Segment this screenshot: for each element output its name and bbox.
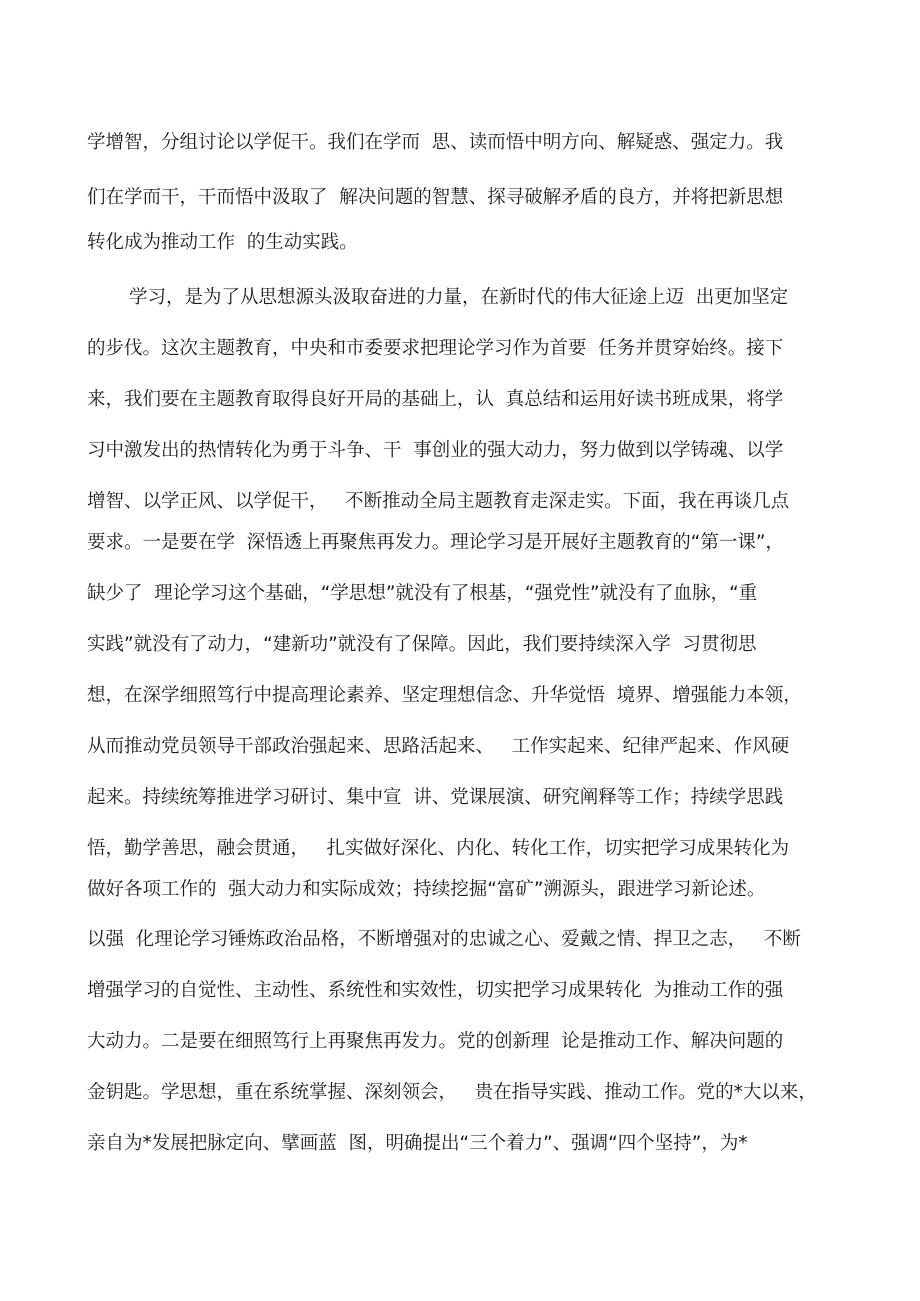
- text-line: 悟，勤学善思，融会贯通， 扎实做好深化、内化、转化工作，切实把学习成果转化为: [87, 838, 790, 859]
- text-line: 增强学习的自觉性、主动性、系统性和实效性，切实把学习成果转化 为推动工作的强: [87, 980, 784, 1001]
- text-line: 们在学而干，干而悟中汲取了 解决问题的智慧、探寻破解矛盾的良方，并将把新思想: [87, 187, 784, 208]
- text-line: 增智、以学正风、以学促干， 不断推动全局主题教育走深走实。下面，我在再谈几点: [87, 491, 790, 512]
- text-line: 起来。持续统筹推进学习研讨、集中宣 讲、党课展演、研究阐释等工作；持续学思践: [87, 787, 784, 808]
- text-line: 的步伐。这次主题教育，中央和市委要求把理论学习作为首要 任务并贯穿始终。接下: [87, 338, 784, 359]
- text-line: 学增智，分组讨论以学促干。我们在学而 思、读而悟中明方向、解疑惑、强定力。我: [87, 132, 784, 153]
- text-line: 来，我们要在主题教育取得良好开局的基础上，认 真总结和运用好读书班成果，将学: [87, 389, 784, 410]
- text-line: 以强 化理论学习锤炼政治品格，不断增强对的忠诚之心、爱戴之情、捍卫之志， 不断: [87, 929, 801, 950]
- text-line: 金钥匙。学思想，重在系统掌握、深刻领会， 贵在指导实践、推动工作。党的*大以来，: [87, 1082, 817, 1103]
- text-line: 亲自为*发展把脉定向、擘画蓝 图，明确提出“三个着力”、强调“四个坚持”，为*: [87, 1133, 748, 1154]
- text-line: 学习，是为了从思想源头汲取奋进的力量，在新时代的伟大征途上迈 出更加坚定: [129, 287, 789, 308]
- text-line: 大动力。二是要在细照笃行上再聚焦再发力。党的创新理 论是推动工作、解决问题的: [87, 1031, 784, 1052]
- text-line: 转化成为推动工作 的生动实践。: [87, 232, 358, 253]
- text-line: 缺少了 理论学习这个基础，“学思想”就没有了根基，“强党性”就没有了血脉，“重: [87, 583, 758, 604]
- text-line: 从而推动党员领导干部政治强起来、思路活起来、 工作实起来、纪律严起来、作风硬: [87, 736, 790, 757]
- text-line: 要求。一是要在学 深悟透上再聚焦再发力。理论学习是开展好主题教育的“第一课”，: [87, 532, 784, 553]
- text-line: 习中激发出的热情转化为勇于斗争、干 事创业的强大动力，努力做到以学铸魂、以学: [87, 440, 784, 461]
- text-line: 实践”就没有了动力，“建新功”就没有了保障。因此，我们要持续深入学 习贯彻思: [87, 634, 757, 655]
- text-line: 做好各项工作的 强大动力和实际成效；持续挖掘“富矿”溯源头，跟进学习新论述。: [87, 879, 766, 900]
- text-line: 想，在深学细照笃行中提高理论素养、坚定理想信念、升华觉悟 境界、增强能力本领，: [87, 685, 802, 706]
